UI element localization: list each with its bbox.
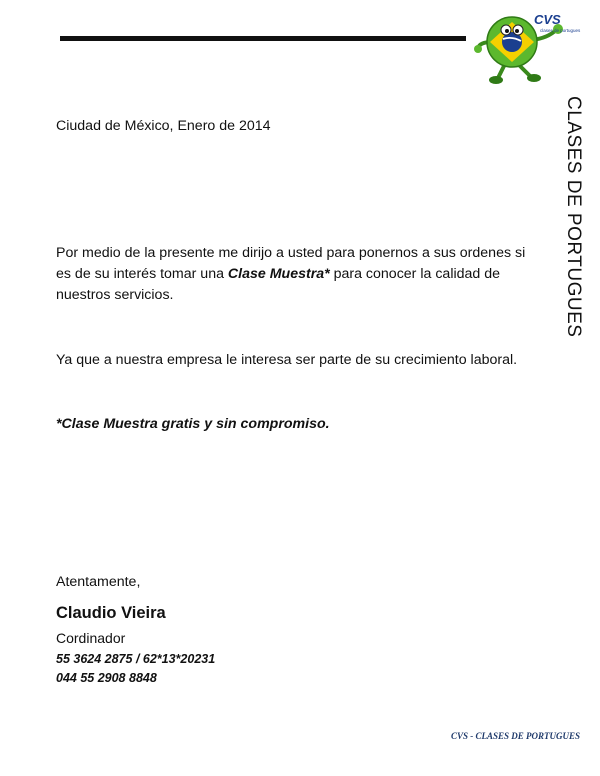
signature-role: Cordinador bbox=[56, 630, 126, 646]
brazil-mascot-logo bbox=[470, 8, 600, 86]
page-footer: CVS - CLASES DE PORTUGUES bbox=[450, 731, 580, 741]
signature-phone-1: 55 3624 2875 / 62*13*20231 bbox=[56, 652, 216, 666]
side-title: CLASES DE PORTUGUES bbox=[563, 96, 584, 338]
signature-name: Claudio Vieira bbox=[56, 604, 166, 622]
signature-phone-2: 044 55 2908 8848 bbox=[56, 671, 157, 685]
letter-date: Ciudad de México, Enero de 2014 bbox=[56, 118, 271, 134]
header-rule bbox=[60, 36, 466, 41]
logo-subtext: clases de portugues bbox=[540, 28, 581, 33]
letter-followup: Ya que a nuestra empresa le interesa ser parte de su crecimiento laboral. bbox=[56, 352, 518, 368]
letter-closing: Atentamente, bbox=[56, 574, 141, 590]
logo-text: CVS bbox=[534, 12, 561, 27]
intro-emphasis: Clase Muestra* bbox=[227, 266, 330, 282]
intro-text-start: Por medio de la presente me dirijo a usted para ponernos a sus ordenes si es de su interés tomar una bbox=[56, 245, 526, 282]
intro-text-end: para conocer la calidad de nuestros servicios. bbox=[56, 266, 501, 303]
letter-intro bbox=[56, 243, 534, 306]
letter-note: *Clase Muestra gratis y sin compromiso. bbox=[56, 416, 330, 432]
